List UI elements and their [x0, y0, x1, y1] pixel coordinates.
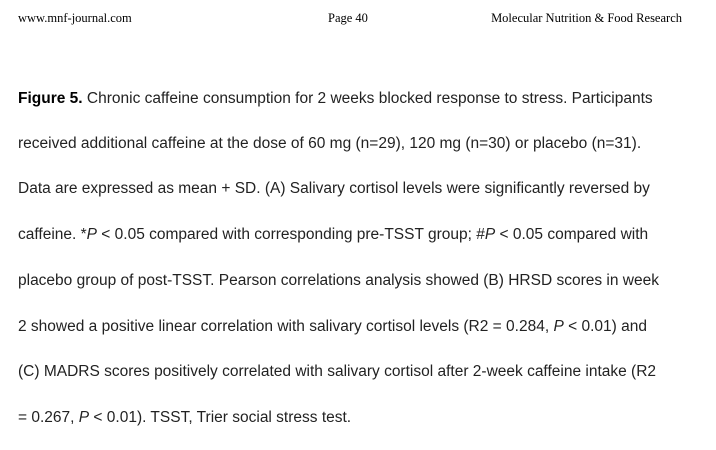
caption-line-3 — [18, 179, 650, 199]
caption-text: received additional caffeine at the dose of 60 mg (n=29), 120 mg (n=30) or placebo (n=31). — [18, 135, 642, 152]
caption-text: Chronic caffeine consumption for 2 weeks blocked response to stress. Participants — [82, 90, 653, 107]
caption-text: < 0.05 compared with — [495, 226, 649, 243]
caption-line-8 — [18, 408, 351, 428]
p-symbol: P — [78, 409, 90, 426]
caption-line-2 — [18, 134, 641, 154]
caption-text: < 0.01) and — [563, 318, 647, 335]
caption-text: 2 showed a positive linear correlation with salivary cortisol levels (R2 = 0.284, — [18, 318, 554, 335]
caption-text: caffeine. * — [18, 226, 87, 243]
p-symbol: P — [553, 318, 564, 335]
caption-text: (C) MADRS scores positively correlated with salivary cortisol after 2-week caffeine intake (R2 — [18, 363, 657, 380]
caption-line-6 — [18, 317, 647, 337]
journal-url: www.mnf-journal.com — [18, 11, 132, 25]
caption-text: Data are expressed as mean + SD. (A) Salivary cortisol levels were significantly reversed by — [18, 180, 650, 197]
journal-name: Molecular Nutrition & Food Research — [491, 11, 682, 25]
caption-text: = 0.267, — [18, 409, 79, 426]
p-symbol: P — [86, 226, 97, 243]
page-header — [18, 9, 682, 27]
figure-label: Figure 5. — [18, 90, 83, 107]
caption-text: < 0.05 compared with corresponding pre-TSST group; # — [97, 226, 485, 243]
caption-text: placebo group of post-TSST. Pearson correlations analysis showed (B) HRSD scores in week — [18, 272, 659, 289]
caption-line-4 — [18, 225, 648, 245]
page-number: Page 40 — [328, 11, 368, 25]
caption-line-7 — [18, 362, 656, 382]
caption-text: < 0.01). TSST, Trier social stress test. — [89, 409, 352, 426]
p-symbol: P — [484, 226, 496, 243]
caption-line-1 — [18, 89, 653, 109]
caption-line-5 — [18, 271, 659, 291]
